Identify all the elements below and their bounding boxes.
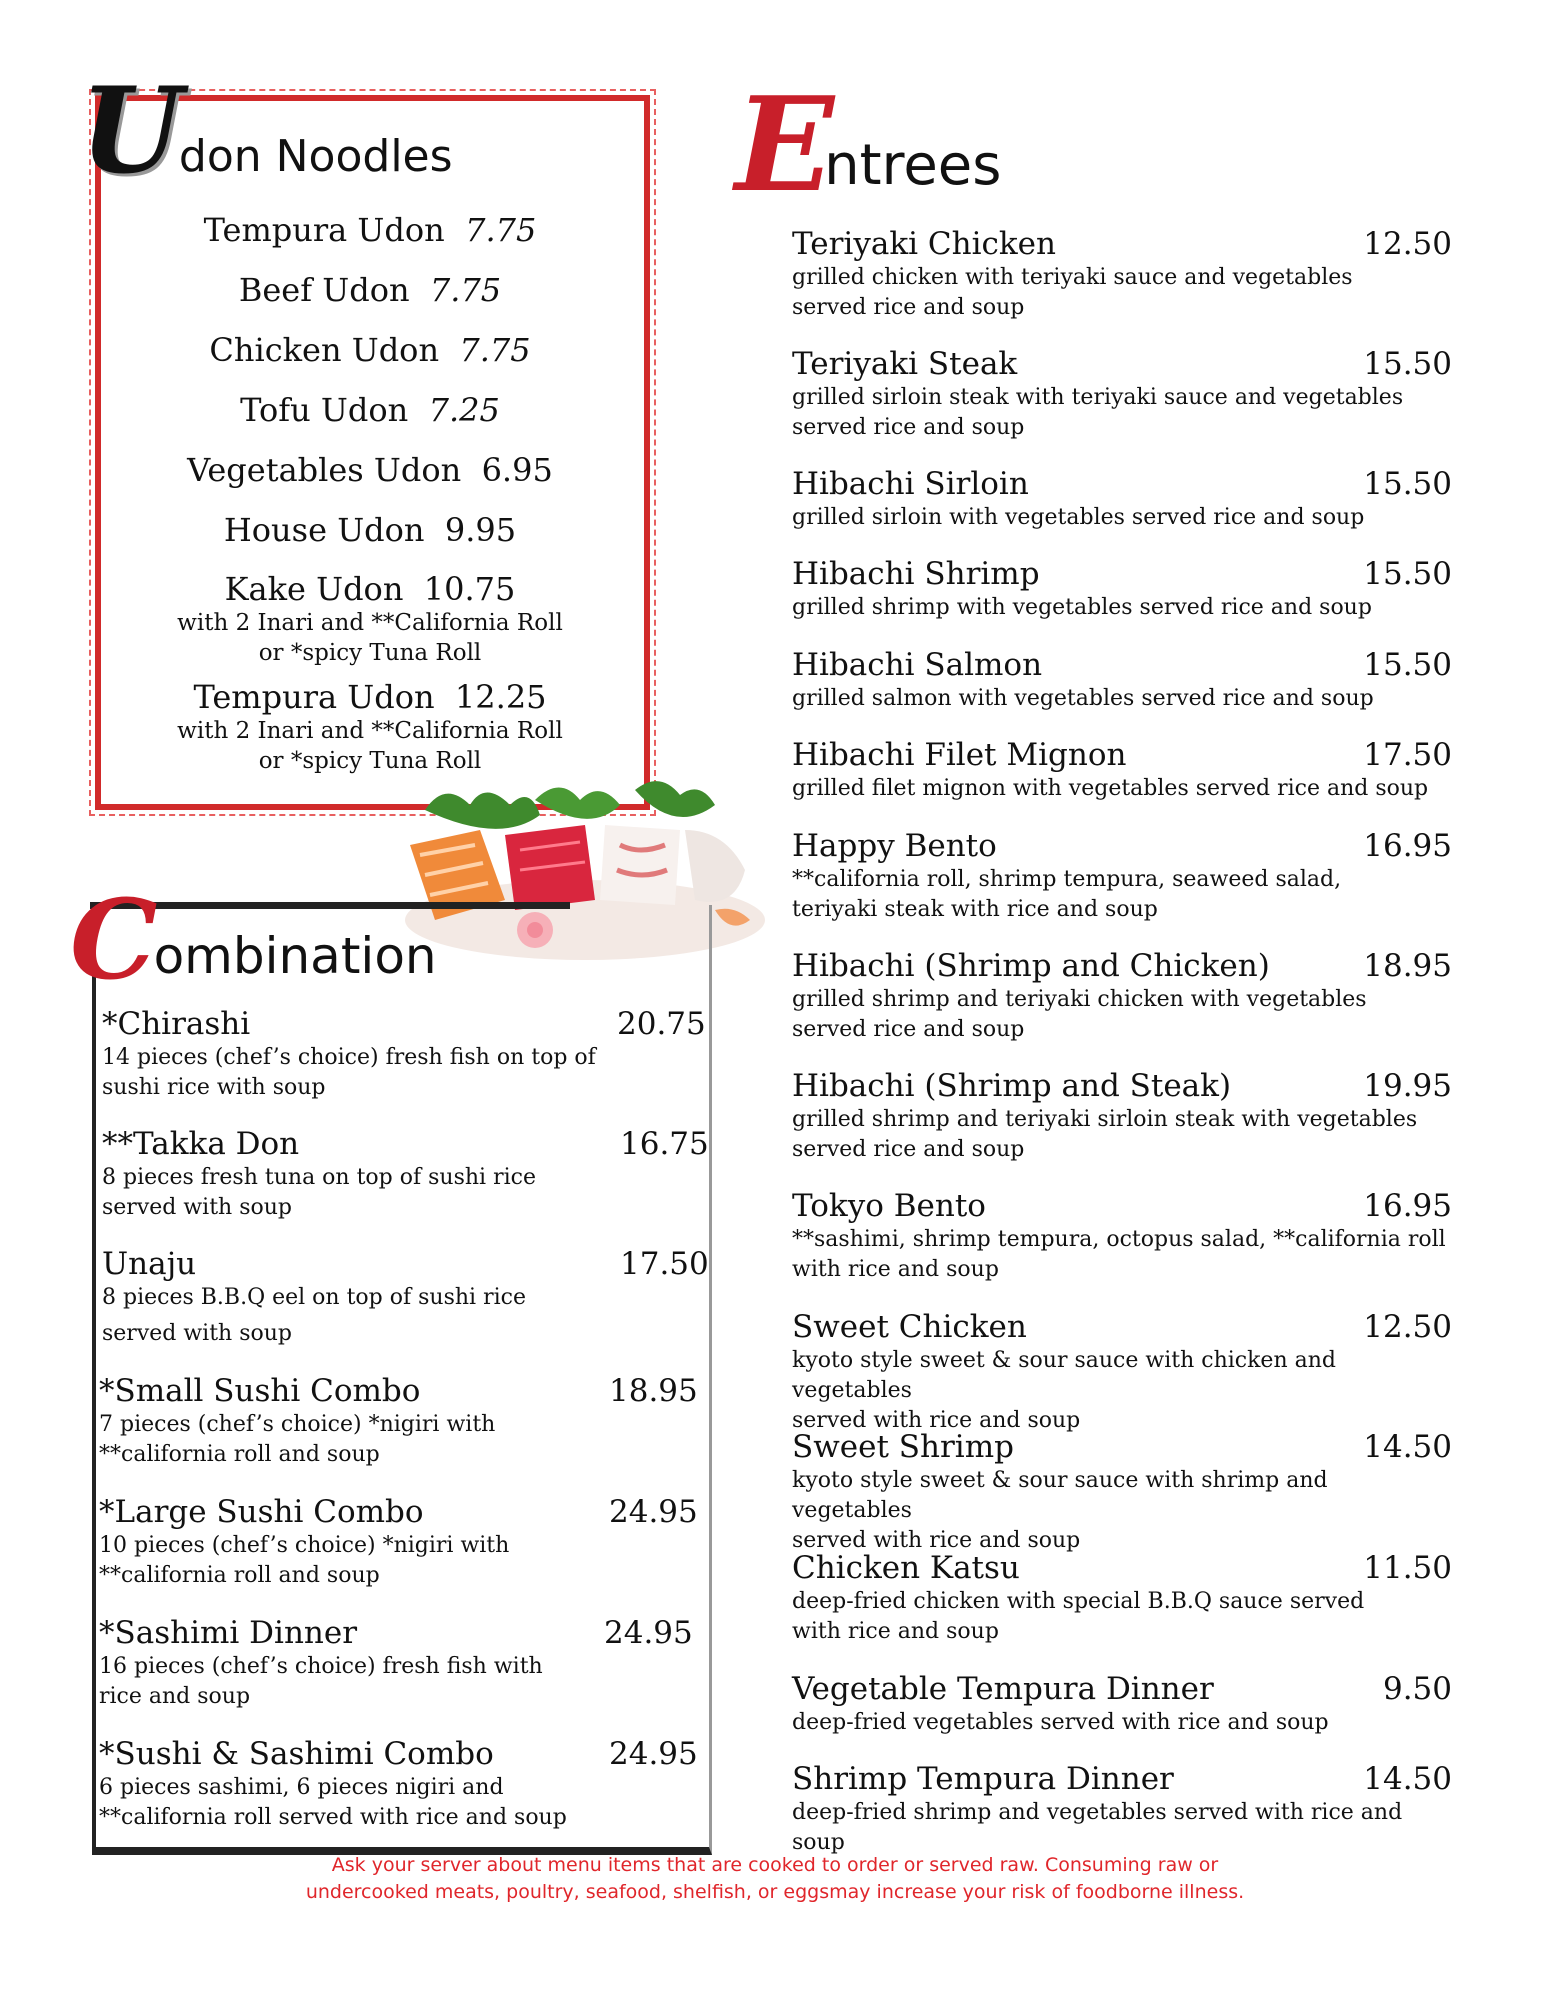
disclaimer-line: Ask your server about menu items that are cooked to order or served raw. Consuming raw or [331,1854,1219,1876]
item-price: 7.75 [429,271,502,309]
item-name: Unaju [102,1246,197,1282]
entree-item [792,1428,1452,1556]
item-name: Teriyaki Steak [792,346,1018,382]
item-price: 19.95 [1363,1068,1452,1104]
item-description: 8 pieces fresh tuna on top of sushi rice [102,1165,536,1190]
item-price: 16.95 [1363,828,1452,864]
item-name: Shrimp Tempura Dinner [792,1761,1174,1797]
udon-item [120,440,620,500]
combination-item [102,1245,709,1349]
item-description: rice and soup [99,1684,251,1709]
entree-item [792,1670,1452,1738]
combination-item [99,1493,699,1591]
item-name: Sweet Shrimp [792,1429,1014,1465]
item-note: or *spicy Tuna Roll [258,748,482,774]
item-description: **california roll and soup [99,1442,380,1467]
entree-item [792,1067,1452,1165]
item-name: Beef Udon [238,271,410,309]
entrees-title-initial: E [735,68,835,221]
item-name: Tempura Udon [203,211,445,249]
item-price: 14.50 [1363,1429,1452,1465]
item-name: Chicken Udon [209,331,440,369]
entree-item [792,1760,1452,1858]
item-description: 14 pieces (chef’s choice) fresh fish on top of [102,1045,596,1070]
combination-item [102,1125,709,1223]
udon-item [120,320,620,380]
entrees-title-text: ntrees [824,133,1002,198]
item-description: 10 pieces (chef’s choice) *nigiri with [99,1533,510,1558]
item-price: 9.50 [1382,1671,1452,1707]
item-name: Tofu Udon [240,391,409,429]
udon-item [120,200,620,260]
entree-item [792,947,1452,1045]
item-description: **sashimi, shrimp tempura, octopus salad, **california roll [792,1227,1446,1252]
combination-section-title [70,875,437,1004]
item-price: 7.75 [459,331,531,369]
item-price: 6.95 [481,451,553,489]
combination-item [102,1005,706,1103]
item-description: deep-fried vegetables served with rice and soup [792,1710,1329,1735]
udon-section-title [80,61,453,200]
item-note: with 2 Inari and **California Roll [177,610,563,636]
item-price: 11.50 [1363,1550,1452,1586]
item-description: **california roll served with rice and soup [99,1805,567,1830]
udon-item [120,380,620,440]
item-name: Hibachi (Shrimp and Steak) [792,1068,1232,1104]
udon-item [120,570,620,608]
item-price: 18.95 [1363,948,1452,984]
item-description: grilled sirloin with vegetables served rice and soup [792,505,1365,530]
item-name: Tokyo Bento [792,1188,986,1224]
item-price: 17.50 [1363,737,1452,773]
item-description: **california roll, shrimp tempura, seaweed salad, [792,867,1342,892]
item-name: Hibachi (Shrimp and Chicken) [792,948,1270,984]
item-price: 15.50 [1363,346,1452,382]
disclaimer-line: undercooked meats, poultry, seafood, shelfish, or eggsmay increase your risk of foodborne illness. [305,1881,1245,1903]
item-price: 14.50 [1363,1761,1452,1797]
raw-food-disclaimer [250,1852,1300,1906]
item-name: Hibachi Filet Mignon [792,737,1127,773]
item-note: or *spicy Tuna Roll [258,640,482,666]
item-description: grilled salmon with vegetables served rice and soup [792,686,1374,711]
item-description: 8 pieces B.B.Q eel on top of sushi rice [102,1285,526,1310]
udon-item [120,678,620,716]
item-description: grilled shrimp and teriyaki sirloin steak with vegetables [792,1107,1418,1132]
item-description: 6 pieces sashimi, 6 pieces nigiri and [99,1775,504,1800]
entree-item [792,555,1452,623]
entree-item [792,827,1452,925]
item-description: deep-fried shrimp and vegetables served with rice and soup [792,1800,1403,1855]
entree-item [792,465,1452,533]
entrees-section-title [735,68,1002,221]
item-price: 24.95 [604,1615,693,1651]
item-description: served with soup [102,1195,293,1220]
combination-item [99,1614,699,1712]
item-price: 20.75 [617,1006,706,1042]
item-description: served rice and soup [792,1017,1025,1042]
item-description: served rice and soup [792,415,1025,440]
udon-item [120,500,620,560]
item-name: Vegetable Tempura Dinner [792,1671,1214,1707]
item-name: *Sushi & Sashimi Combo [99,1736,494,1772]
item-description: **california roll and soup [99,1563,380,1588]
item-description: grilled shrimp with vegetables served rice and soup [792,595,1372,620]
item-price: 15.50 [1363,556,1452,592]
item-name: Hibachi Salmon [792,647,1043,683]
item-name: *Large Sushi Combo [99,1494,424,1530]
udon-title-text: don Noodles [178,131,453,182]
item-name: Kake Udon [224,570,404,608]
item-description: served with rice and soup [792,1408,1081,1433]
item-price: 9.95 [444,511,517,549]
entree-item [792,225,1452,323]
item-name: *Small Sushi Combo [99,1373,421,1409]
item-name: Teriyaki Chicken [792,226,1056,262]
item-name: Happy Bento [792,828,997,864]
item-description: grilled shrimp and teriyaki chicken with vegetables [792,987,1367,1012]
item-price: 24.95 [609,1494,698,1530]
item-name: Tempura Udon [193,678,435,716]
item-description: with rice and soup [792,1619,999,1644]
item-name: Hibachi Sirloin [792,466,1029,502]
entree-item [792,1187,1452,1285]
item-name: **Takka Don [102,1126,300,1162]
item-name: Sweet Chicken [792,1309,1027,1345]
item-description: teriyaki steak with rice and soup [792,897,1158,922]
item-name: *Chirashi [102,1006,251,1042]
item-description: served rice and soup [792,295,1025,320]
item-price: 10.75 [423,570,516,608]
item-description: served rice and soup [792,1137,1025,1162]
combination-item [99,1372,699,1470]
item-price: 18.95 [609,1373,698,1409]
item-name: Vegetables Udon [187,451,462,489]
item-description: served with rice and soup [792,1528,1081,1553]
item-price: 12.50 [1363,226,1452,262]
item-description: grilled chicken with teriyaki sauce and vegetables [792,265,1353,290]
item-name: House Udon [223,511,425,549]
item-price: 16.75 [620,1126,709,1162]
item-description: 7 pieces (chef’s choice) *nigiri with [99,1412,496,1437]
item-price: 17.50 [620,1246,709,1282]
item-name: Hibachi Shrimp [792,556,1040,592]
item-description: served with soup [102,1321,293,1346]
udon-title-initial: U [80,61,177,200]
item-name: Chicken Katsu [792,1550,1020,1586]
combination-item [99,1735,699,1833]
entree-item [792,736,1452,804]
item-name: *Sashimi Dinner [99,1615,358,1651]
entree-item [792,345,1452,443]
item-price: 16.95 [1363,1188,1452,1224]
item-price: 12.50 [1363,1309,1452,1345]
entree-item [792,1308,1452,1436]
item-price: 12.25 [454,678,547,716]
entree-item [792,1549,1452,1647]
udon-menu-list [120,200,620,776]
item-description: grilled filet mignon with vegetables served rice and soup [792,776,1429,801]
combination-title-initial: C [70,875,154,1004]
item-description: 16 pieces (chef’s choice) fresh fish with [99,1654,543,1679]
item-description: sushi rice with soup [102,1075,326,1100]
item-price: 15.50 [1363,647,1452,683]
item-description: with rice and soup [792,1257,999,1282]
combination-title-text: ombination [153,927,437,985]
item-price: 7.25 [428,391,500,429]
item-price: 7.75 [465,211,537,249]
item-note: with 2 Inari and **California Roll [177,718,563,744]
entree-item [792,646,1452,714]
item-description: kyoto style sweet & sour sauce with chicken and vegetables [792,1348,1336,1403]
item-price: 24.95 [609,1736,698,1772]
item-description: kyoto style sweet & sour sauce with shrimp and vegetables [792,1468,1328,1523]
item-description: deep-fried chicken with special B.B.Q sauce served [792,1589,1365,1614]
item-description: grilled sirloin steak with teriyaki sauce and vegetables [792,385,1404,410]
udon-item [120,260,620,320]
item-price: 15.50 [1363,466,1452,502]
